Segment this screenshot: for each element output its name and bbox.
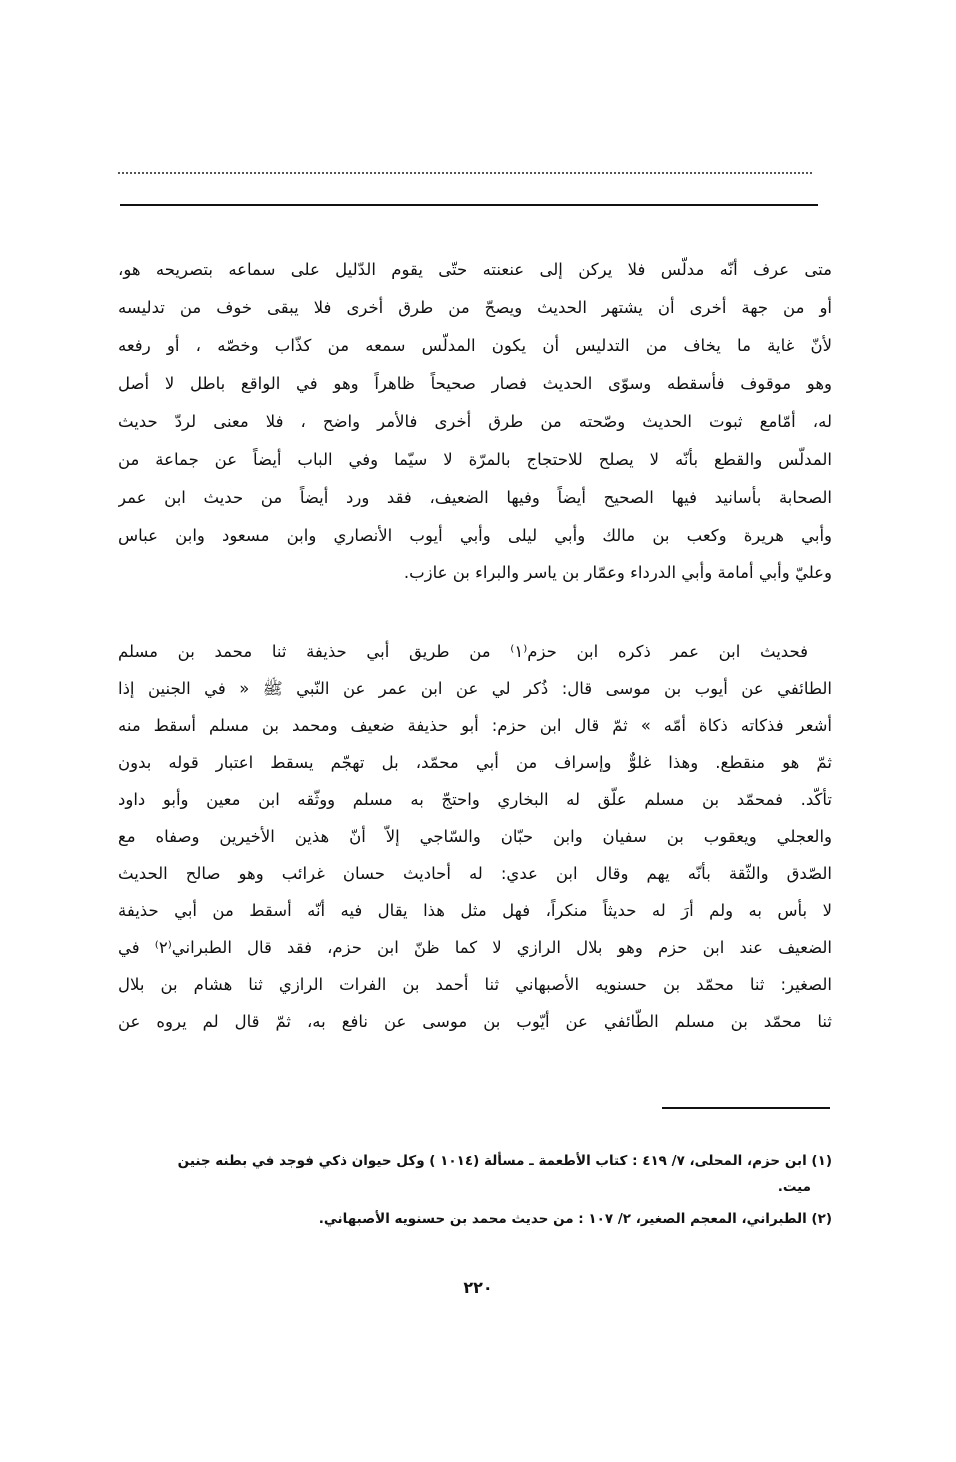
text-line: له، أمّامع ثبوت الحديث وصّحته من طرق أخرى فالأمر واضح ، فلا معنى لردّ حديث [118,412,832,431]
page-number: ٢٢٠ [463,1278,493,1297]
text-line: متى عرف أنّه مدلّس فلا يركن إلى عنعنته حتّى يقوم الدّليل على سماعه بتصريحه هو، [118,260,832,279]
text-line: والعجلي ويعقوب بن سفيان وابن حبّان والسّاجي إلاّ أنّ هذين الأخيرين وصفاه مع [118,827,832,846]
text-line: فحديث ابن عمر ذكره ابن حزم⁽١⁾ من طريق أبي حذيفة ثنا محمد بن مسلم [118,642,808,661]
text-line: أشعر فذكاته ذكاة أمّه » ثمّ قال ابن حزم: أبو حذيفة ضعيف ومحمد بن مسلم أسقط منه [118,716,832,735]
text-line: الصحابة بأسانيد فيها الصحيح أيضاً وفيها الضعيف، فقد ورد أيضاً من حديث ابن عمر [118,488,832,507]
text-line: وأبي هريرة وكعب بن مالك وأبي ليلى وأبي أيوب الأنصاري وابن مسعود وابن عباس [118,526,832,545]
text-line: المدلّس والقطع بأنّه لا يصلح للاحتجاج بالمرّة لا سيّما وفي الباب أيضاً عن جماعة من [118,450,832,469]
header-rule [120,204,818,206]
footnote-1: (١) ابن حزم، المحلى، ٧/ ٤١٩ : كتاب الأطعمة ـ مسألة (١٠١٤ ) وكل حيوان ذكي فوجد في بطنه جنين [177,1153,832,1169]
text-line: وعليّ وأبي أمامة وأبي الدرداء وعمّار بن ياسر والبراء بن عازب. [403,563,832,582]
text-line: أو من جهة أخرى أن يشتهر الحديث ويصحّ من طرق أخرى فلا يبقى خوف من تدليسه [118,298,832,317]
text-line: الطائفي عن أيوب بن موسى قال: ذُكر لي عن ابن عمر عن النّبي ﷺ « في الجنين إذا [118,679,832,698]
footnote-1-continued: ميت. [777,1179,811,1195]
text-line: الصغير: ثنا محمّد بن حسنويه الأصبهاني ثنا أحمد بن الفرات الرازي ثنا هشام بن بلال [118,975,832,994]
text-line: تأكّد. فمحمّد بن مسلم علّق له البخاري واحتجّ به مسلم ووثّقه ابن معين وأبو داود [118,790,832,809]
text-line: الصّدق والثّقة بأنّه يهم وقال ابن عدي: له أحاديث حسان غرائب وهو صالح الحديث [118,864,832,883]
footnote-separator [662,1107,830,1109]
text-line: الضعيف عند ابن حزم وهو بلال الرازي لا كما ظنّ ابن حزم، فقد قال الطبراني⁽٢⁾ في [118,938,832,957]
footnote-2: (٢) الطبراني، المعجم الصغير، ٢/ ١٠٧ : من حديث محمد بن حسنويه الأصبهاني. [318,1211,832,1227]
header-dotted-line [118,172,812,174]
text-line: لا بأس به ولم أرَ له حديثاً منكراً، فهل مثل هذا يقال فيه أنّه أسقط من أبي حذيفة [118,901,832,920]
text-line: وهو موقوف فأسقطه وسوّى الحديث فصار صحيحاً ظاهراً وهو في الواقع باطل لا أصل [118,374,832,393]
text-line: ثمّ هو منقطع. وهذا غلوٌّ وإسراف من أبي محمّد، بل تهجّم يسقط اعتبار قوله بدون [118,753,832,772]
text-line: ثنا محمّد بن مسلم الطّائفي عن أيّوب بن موسى عن نافع به، ثمّ قال لم يروه عن [118,1012,832,1031]
text-line: لأنّ غاية ما يخاف من التدليس أن يكون المدلّس سمعه من كذّاب وخصّه ، أو رفعه [118,336,832,355]
